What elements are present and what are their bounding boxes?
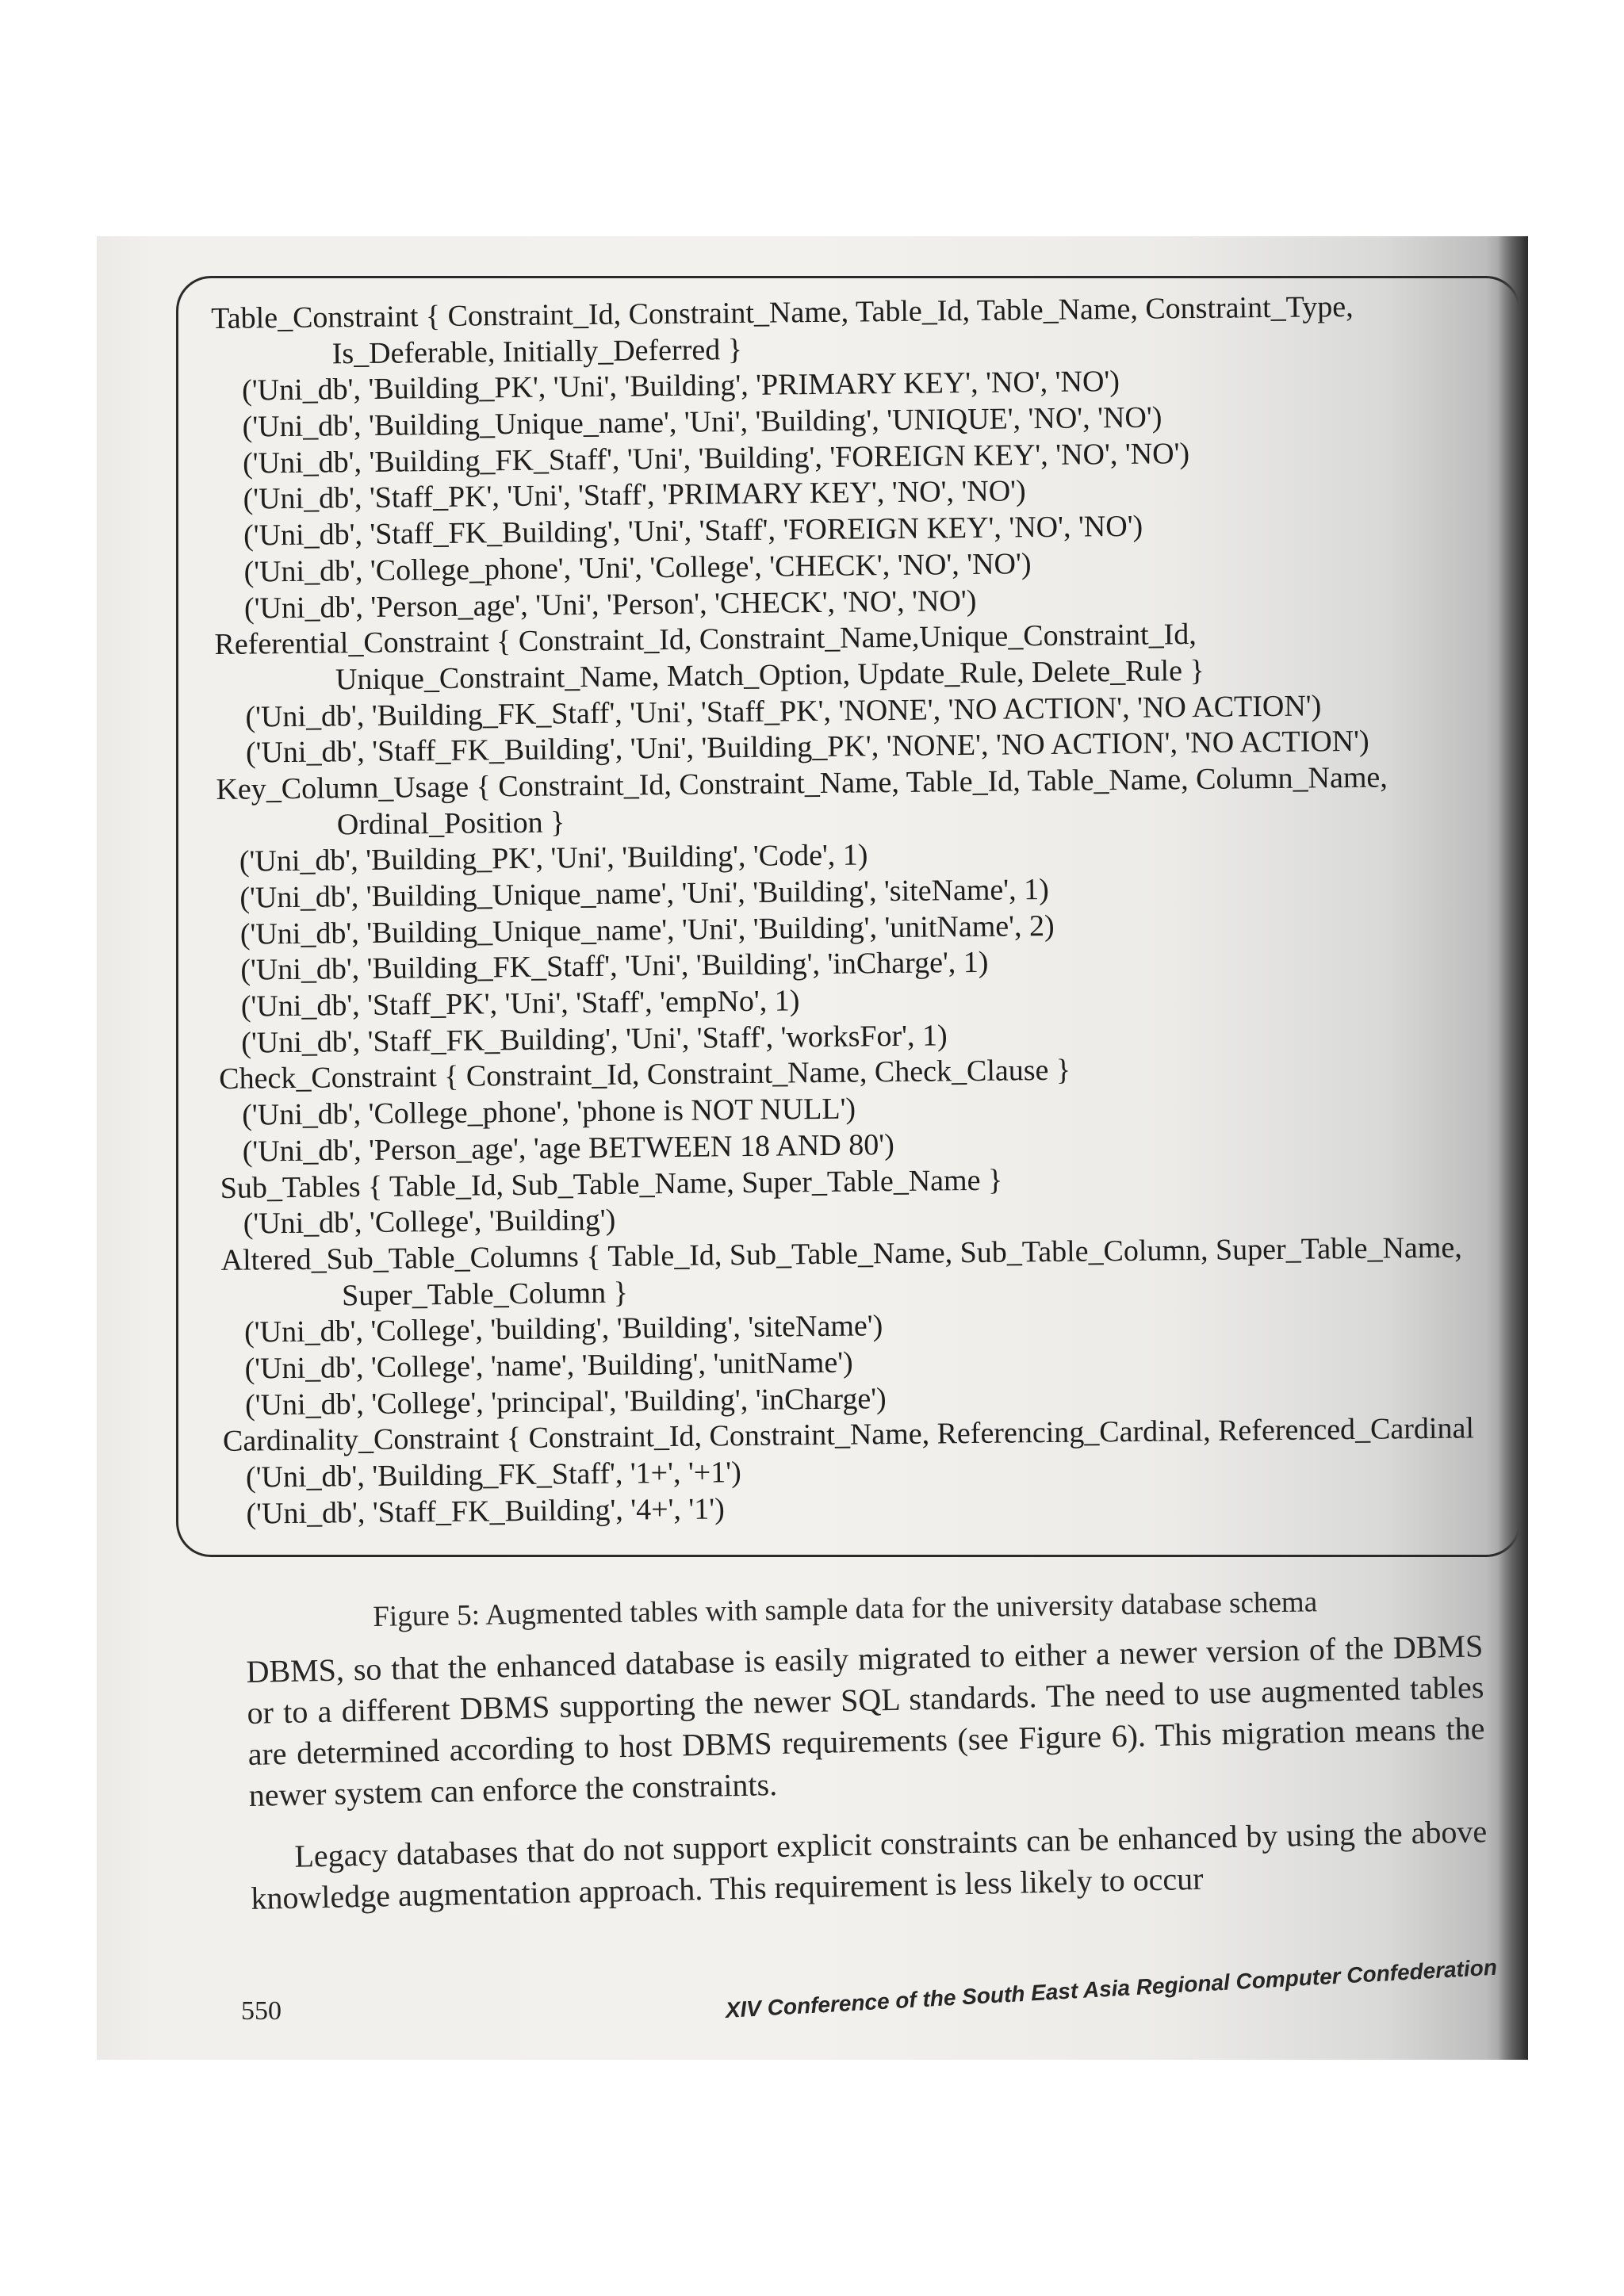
code-line: Ordinal_Position } bbox=[216, 805, 565, 843]
code-line: ('Uni_db', 'Staff_PK', 'Uni', 'Staff', 'PRIMARY KEY', 'NO', 'NO') bbox=[213, 474, 1026, 517]
code-line: ('Uni_db', 'College', 'name', 'Building', 'unitName') bbox=[221, 1345, 853, 1386]
code-line: ('Uni_db', 'Building_PK', 'Uni', 'Building', 'PRIMARY KEY', 'NO', 'NO') bbox=[211, 365, 1120, 408]
code-line: Super_Table_Column } bbox=[220, 1276, 629, 1314]
code-line: ('Uni_db', 'Person_age', 'age BETWEEN 18 AND 80') bbox=[220, 1127, 894, 1169]
running-footer: XIV Conference of the South East Asia Regional Computer Confederation bbox=[725, 1954, 1498, 2022]
code-line: ('Uni_db', 'Building_Unique_name', 'Uni', 'Building', 'siteName', 1) bbox=[216, 872, 1050, 915]
figure-code-block bbox=[211, 288, 1524, 1533]
code-line: Key_Column_Usage { Constraint_Id, Constraint_Name, Table_Id, Table_Name, Column_Name, bbox=[216, 760, 1388, 806]
code-line: ('Uni_db', 'College', 'Building') bbox=[220, 1203, 616, 1242]
code-line: ('Uni_db', 'Building_PK', 'Uni', 'Building', 'Code', 1) bbox=[216, 838, 868, 879]
code-line: ('Uni_db', 'Staff_FK_Building', 'Uni', 'Staff', 'worksFor', 1) bbox=[218, 1019, 948, 1060]
code-line: Cardinality_Constraint { Constraint_Id, Constraint_Name, Referencing_Cardinal, Referenced_Cardinal bbox=[222, 1411, 1475, 1459]
body-text bbox=[246, 1625, 1488, 1940]
code-line: Is_Deferable, Initially_Deferred } bbox=[211, 332, 743, 372]
code-line: ('Uni_db', 'College', 'principal', 'Building', 'inCharge') bbox=[222, 1381, 887, 1422]
code-line: Altered_Sub_Table_Columns { Table_Id, Sub_Table_Name, Sub_Table_Column, Super_Table_Name, bbox=[220, 1230, 1462, 1277]
code-line: ('Uni_db', 'College_phone', 'phone is NOT NULL') bbox=[219, 1092, 856, 1133]
figure-caption: Figure 5: Augmented tables with sample data for the university database schema bbox=[373, 1586, 1318, 1633]
paragraph: DBMS, so that the enhanced database is easily migrated to either a newer version of the DBMS or to a different DBMS supporting the newer SQL standards. The need to use augmented tables are determined according to host DBMS requirements (see Figure 6). This migration means the newer system can enforce the constraints. bbox=[246, 1628, 1485, 1813]
code-line: ('Uni_db', 'Staff_FK_Building', 'Uni', 'Staff', 'FOREIGN KEY', 'NO', 'NO') bbox=[213, 509, 1143, 553]
code-line: ('Uni_db', 'College_phone', 'Uni', 'College', 'CHECK', 'NO', 'NO') bbox=[213, 546, 1032, 589]
code-line: ('Uni_db', 'Staff_FK_Building', '4+', '1') bbox=[223, 1491, 726, 1531]
code-line: Sub_Tables { Table_Id, Sub_Table_Name, Super_Table_Name } bbox=[220, 1163, 1003, 1205]
code-line: ('Uni_db', 'Building_FK_Staff', '1+', '+1') bbox=[223, 1456, 741, 1494]
scanned-page bbox=[97, 236, 1528, 2060]
code-line: ('Uni_db', 'Staff_PK', 'Uni', 'Staff', 'empNo', 1) bbox=[218, 984, 800, 1024]
code-line: ('Uni_db', 'Building_Unique_name', 'Uni', 'Building', 'UNIQUE', 'NO', 'NO') bbox=[212, 400, 1162, 445]
code-line: Check_Constraint { Constraint_Id, Constraint_Name, Check_Clause } bbox=[219, 1054, 1071, 1096]
code-line: ('Uni_db', 'College', 'building', 'Building', 'siteName') bbox=[221, 1309, 883, 1350]
code-line: ('Uni_db', 'Building_FK_Staff', 'Uni', 'Building', 'inCharge', 1) bbox=[217, 946, 989, 988]
code-line: ('Uni_db', 'Building_FK_Staff', 'Uni', 'Building', 'FOREIGN KEY', 'NO', 'NO') bbox=[212, 436, 1190, 480]
code-line: ('Uni_db', 'Building_Unique_name', 'Uni', 'Building', 'unitName', 2) bbox=[217, 909, 1055, 951]
code-line: Referential_Constraint { Constraint_Id, Constraint_Name,Unique_Constraint_Id, bbox=[214, 618, 1197, 662]
page-number: 550 bbox=[241, 1996, 282, 2026]
code-line: ('Uni_db', 'Person_age', 'Uni', 'Person', 'CHECK', 'NO', 'NO') bbox=[213, 584, 977, 626]
paragraph: Legacy databases that do not support explicit constraints can be enhanced by using the above knowledge augmentation approach. This requirement is less likely to occur bbox=[251, 1813, 1488, 1916]
code-line: Unique_Constraint_Name, Match_Option, Update_Rule, Delete_Rule } bbox=[214, 653, 1205, 698]
code-line: ('Uni_db', 'Building_FK_Staff', 'Uni', 'Staff_PK', 'NONE', 'NO ACTION', 'NO ACTION') bbox=[215, 688, 1322, 734]
code-line: ('Uni_db', 'Staff_FK_Building', 'Uni', 'Building_PK', 'NONE', 'NO ACTION', 'NO ACTION') bbox=[215, 724, 1369, 771]
code-line: Table_Constraint { Constraint_Id, Constraint_Name, Table_Id, Table_Name, Constraint_Type, bbox=[211, 289, 1354, 335]
